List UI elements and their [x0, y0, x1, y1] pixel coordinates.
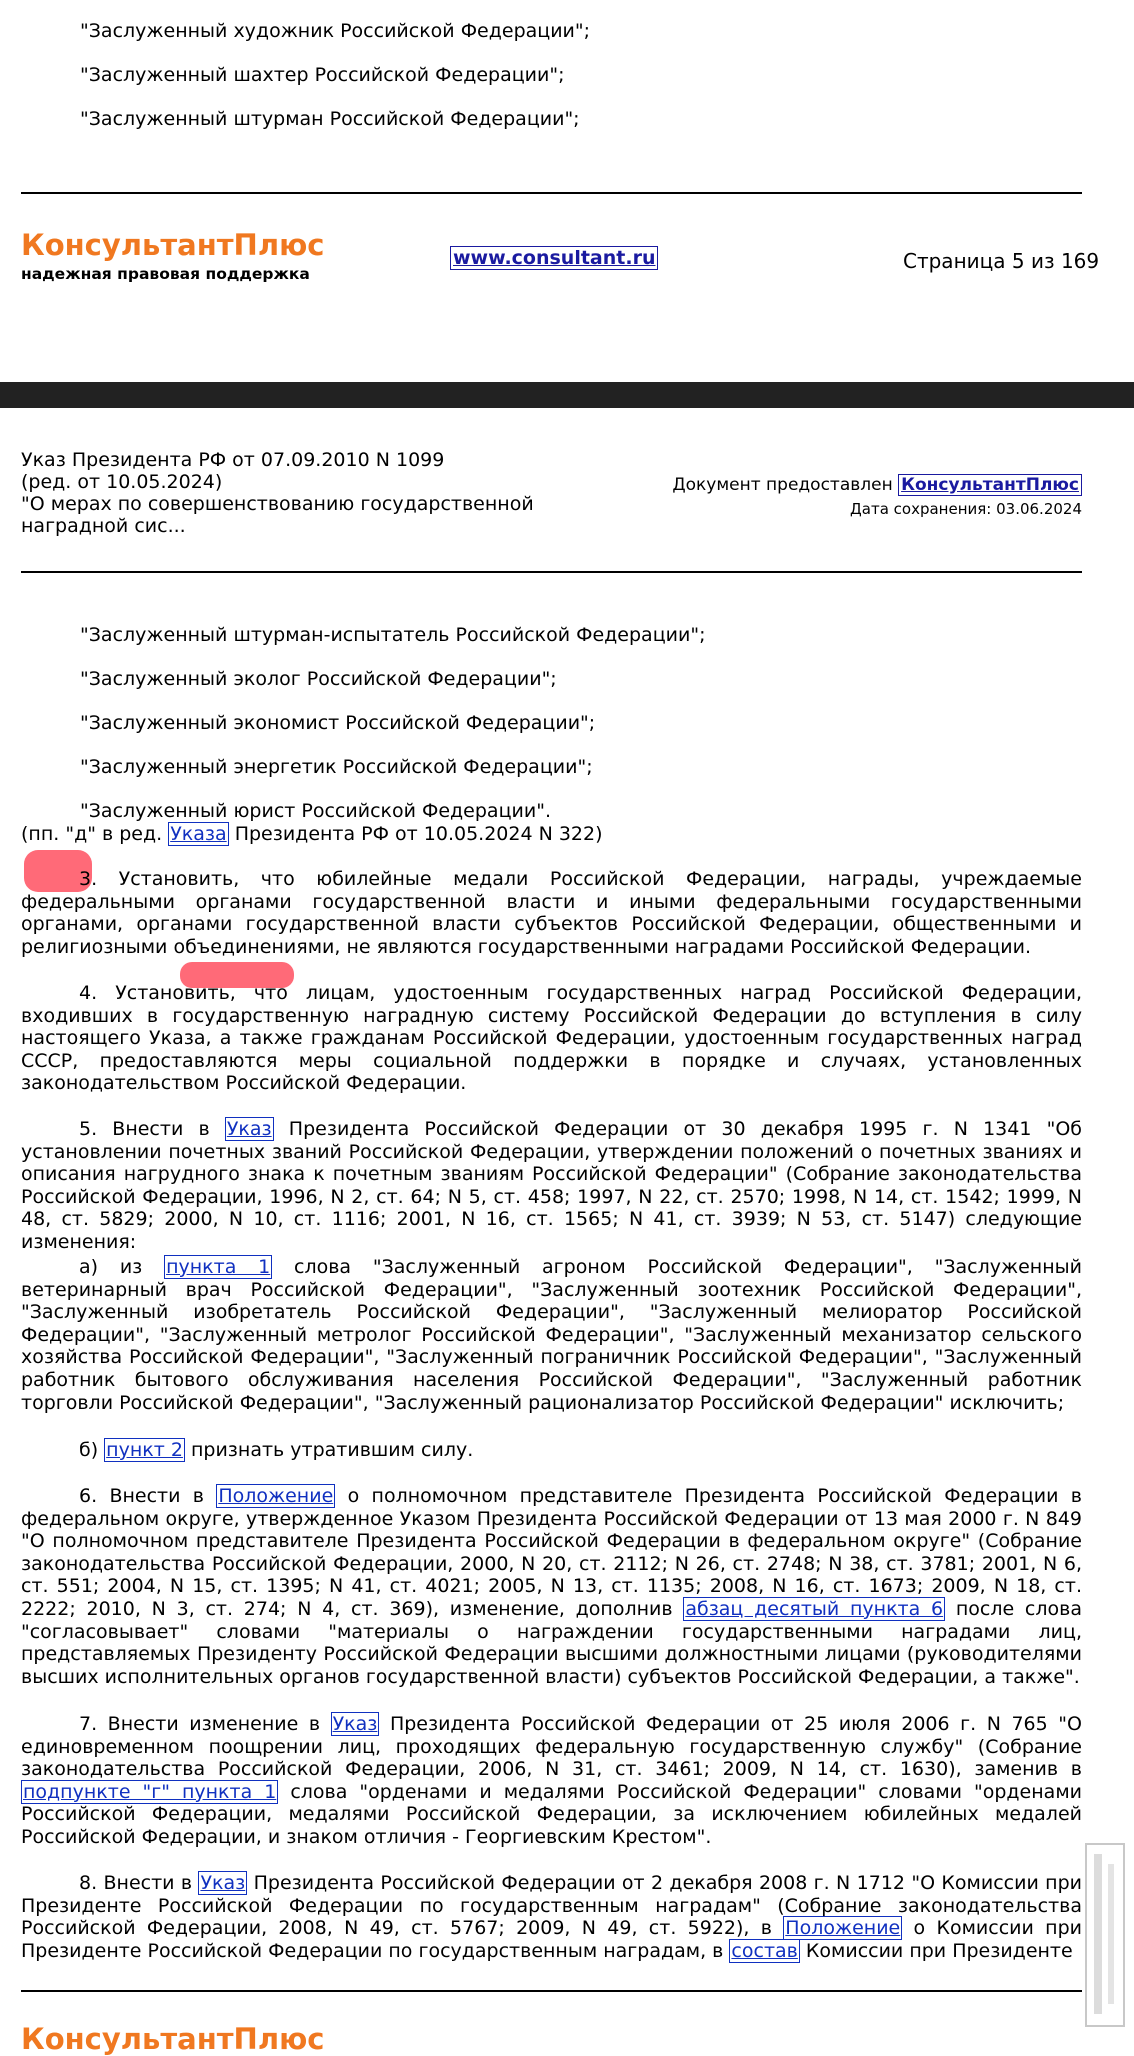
- paragraph-6: 6. Внести в Положение о полномочном представителе Президента Российской Федерации в федеральном округе, утвержденное Указом Президента Российской Федерации от 13 мая 2000 г. N 849 "О полномочном представителе Президента Российской Федерации в федеральном округе" (Собрание законодательства Российской Федерации, 2000, N 20, ст. 2112; N 26, ст. 2748; N 38, ст. 3781; 2001, N 6, ст. 551; 2004, N 15, ст. 1395; N 41, ст. 4021; 2005, N 13, ст. 1135; 2008, N 16, ст. 1673; 2009, N 18, ст. 2222; 2010, N 3, ст. 274; N 4, ст. 369), изменение, дополнив абзац десятый пункта 6 после слова "согласовывает" словами "материалы о награждении государственными наградами лиц, представляемых Президенту Российской Федерации высшими должностными лицами (руководителями высших исполнительных органов государственной власти) субъектов Российской Федерации, а также".: [21, 1485, 1082, 1688]
- provided-label: Документ предоставлен: [672, 475, 899, 495]
- list-item: "Заслуженный штурман Российской Федерации";: [80, 108, 580, 130]
- decree-link[interactable]: Указа: [170, 823, 227, 845]
- subparagraph-a: а) из пункта 1 слова "Заслуженный агроном Российской Федерации", "Заслуженный ветеринарный врач Российской Федерации", "Заслуженный зоотехник Российской Федерации", "Заслуженный изобретатель Российской Федерации", "Заслуженный мелиоратор Российской Федерации", "Заслуженный метролог Российской Федерации", "Заслуженный механизатор сельского хозяйства Российской Федерации", "Заслуженный пограничник Российской Федерации", "Заслуженный работник бытового обслуживания населения Российской Федерации", "Заслуженный работник торговли Российской Федерации", "Заслуженный рационализатор Российской Федерации" исключить;: [21, 1256, 1083, 1414]
- list-item: "Заслуженный энергетик Российской Федерации";: [80, 756, 593, 778]
- page-separator: [0, 382, 1134, 408]
- list-item: "Заслуженный эколог Российской Федерации";: [80, 668, 557, 690]
- composition-link[interactable]: состав: [731, 1939, 798, 1962]
- decree-link[interactable]: Указ: [200, 1872, 246, 1894]
- save-date: Дата сохранения: 03.06.2024: [850, 500, 1082, 518]
- decree-link[interactable]: Указ: [226, 1118, 272, 1140]
- doc-title-line: "О мерах по совершенствованию государственной: [21, 493, 534, 515]
- paragraph-8: 8. Внести в Указ Президента Российской Федерации от 2 декабря 2008 г. N 1712 "О Комиссии при Президенте Российской Федерации по государственным наградам" (Собрание законодательства Российской Федерации, 2008, N 49, ст. 5767; 2009, N 49, ст. 5922), в Положение о Комиссии при Президенте Российской Федерации по государственным наградам, в состав Комиссии при Президенте: [21, 1872, 1082, 1962]
- site-link[interactable]: www.consultant.ru: [450, 246, 658, 270]
- header-divider: [21, 571, 1082, 573]
- regulation-link[interactable]: Положение: [785, 1917, 901, 1940]
- list-item: "Заслуженный художник Российской Федерации";: [80, 20, 591, 42]
- clause-link[interactable]: пункта 1: [166, 1256, 271, 1278]
- doc-edition: (ред. от 10.05.2024): [21, 471, 223, 493]
- subparagraph-b: б) пункт 2 признать утратившим силу.: [79, 1439, 474, 1461]
- paragraph-3: 3. Установить, что юбилейные медали Российской Федерации, награды, учреждаемые федеральными органами государственной власти и иными федеральными государственными органами, органами государственной власти субъектов Российской Федерации, общественными и религиозными объединениями, не являются государственными наградами Российской Федерации.: [21, 868, 1082, 958]
- list-item: "Заслуженный юрист Российской Федерации".: [80, 800, 551, 822]
- clause-link[interactable]: пункт 2: [106, 1439, 183, 1461]
- paragraph-4: 4. Установить, что лицам, удостоенным государственных наград Российской Федерации, входивших в государственную наградную систему Российской Федерации до вступления в силу настоящего Указа, а также гражданам Российской Федерации, удостоенным государственных наград СССР, предоставляются меры социальной поддержки в порядке и случаях, установленных законодательством Российской Федерации.: [21, 982, 1082, 1095]
- footer-divider: [21, 1990, 1082, 1992]
- edition-note: (пп. "д" в ред. Указа Президента РФ от 10.05.2024 N 322): [21, 823, 603, 845]
- doc-title-line: Указ Президента РФ от 07.09.2010 N 1099: [21, 449, 445, 471]
- logo-tagline: надежная правовая поддержка: [21, 265, 310, 283]
- paragraph-5: 5. Внести в Указ Президента Российской Федерации от 30 декабря 1995 г. N 1341 "Об установлении почетных званий Российской Федерации, утверждении положений о почетных званиях и описания нагрудного знака к почетным званиям Российской Федерации" (Собрание законодательства Российской Федерации, 1996, N 2, ст. 64; N 5, ст. 458; 1997, N 22, ст. 2570; 1998, N 14, ст. 1542; 1999, N 48, ст. 5829; 2000, N 10, ст. 1116; 2001, N 16, ст. 1565; N 41, ст. 3939; N 53, ст. 5147) следующие изменения:: [21, 1118, 1083, 1253]
- doc-title: [21, 449, 534, 537]
- list-item: "Заслуженный штурман-испытатель Российской Федерации";: [80, 624, 706, 646]
- list-item: "Заслуженный шахтер Российской Федерации";: [80, 64, 565, 86]
- clause-link[interactable]: подпункте "г" пункта 1: [23, 1780, 277, 1803]
- watermark-icon: [1080, 1840, 1130, 2030]
- footer-divider: [21, 192, 1082, 194]
- provider-link[interactable]: КонсультантПлюс: [898, 474, 1082, 496]
- clause-link[interactable]: абзац десятый пункта 6: [685, 1597, 944, 1620]
- doc-title-line: наградной сис...: [21, 515, 186, 537]
- regulation-link[interactable]: Положение: [218, 1485, 334, 1507]
- list-item: "Заслуженный экономист Российской Федерации";: [80, 712, 596, 734]
- consultant-logo: КонсультантПлюс: [21, 2022, 325, 2056]
- paragraph-7: 7. Внести изменение в Указ Президента Российской Федерации от 25 июля 2006 г. N 765 "О единовременном поощрении лиц, проходящих федеральную государственную службу" (Собрание законодательства Российской Федерации, 2006, N 31, ст. 3461; 2009, N 14, ст. 1630), заменив в подпункте "г" пункта 1 слова "орденами и медалями Российской Федерации" словами "орденами Российской Федерации, медалями Российской Федерации, за исключением юбилейных медалей Российской Федерации, и знаком отличия - Георгиевским Крестом".: [21, 1713, 1082, 1848]
- page-counter: Страница 5 из 169: [903, 249, 1100, 273]
- decree-link[interactable]: Указ: [332, 1713, 378, 1735]
- consultant-logo: КонсультантПлюс: [21, 228, 325, 262]
- provided-by: [672, 475, 1082, 495]
